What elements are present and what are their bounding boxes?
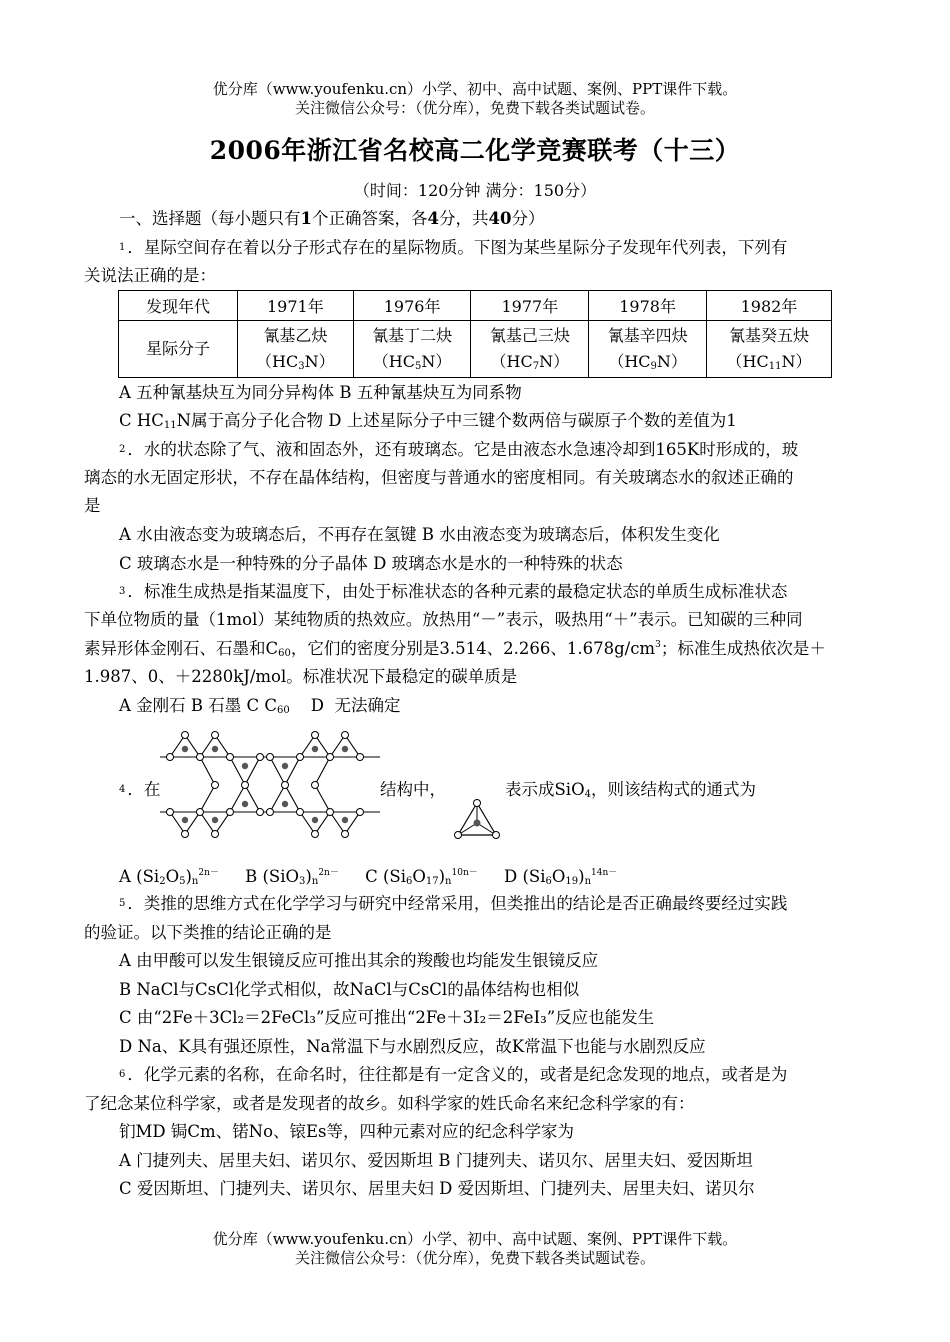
tetrahedron <box>270 785 300 812</box>
question-3-text-2: 下单位物质的量（1mol）某纯物质的热效应。放热用“－”表示，吸热用“＋”表示。已知碳的三种同 <box>84 610 803 629</box>
oxygen-atom <box>212 782 219 789</box>
table-cell-year: 1971年 <box>238 291 354 321</box>
question-2-text-3: 是 <box>84 496 101 515</box>
question-4-tail: 表示成SiO$_4$，则该结构式的通式为 <box>505 780 756 800</box>
silicon-atom <box>212 817 218 823</box>
table-cell-molecule: 氰基乙炔 $(HC_3N)$ <box>238 321 354 378</box>
silicate-chain-diagram <box>160 730 380 845</box>
question-5-option-b: B NaCl与CsCl化学式相似，故NaCl与CsCl的晶体结构也相似 <box>119 980 580 999</box>
oxygen-atom <box>342 831 349 838</box>
option-b: B $(SiO_3)_n^{2n-}$ <box>245 867 339 887</box>
page-header <box>0 80 950 118</box>
question-1-text-2: 关说法正确的是： <box>84 266 216 285</box>
oxygen-atom <box>312 831 319 838</box>
question-1-options-ab: A 五种氰基炔互为同分异构体 B 五种氰基炔互为同系物 <box>119 383 522 402</box>
oxygen-atom <box>312 782 319 789</box>
silicon-atom <box>182 817 188 823</box>
question-4-lead: $^4$ ．在 <box>119 780 161 799</box>
tetrahedron <box>270 757 300 785</box>
table-header-year: 发现年代 <box>119 291 238 321</box>
silicon-atom <box>242 763 248 769</box>
silicon-atom <box>282 801 288 807</box>
question-5-text-2: 的验证。以下类推的结论正确的是 <box>84 923 332 942</box>
tetrahedron <box>230 757 260 785</box>
question-3-text-4: 1.987、0、＋2280kJ/mol。标准状况下最稳定的碳单质是 <box>84 667 518 686</box>
oxygen-atom <box>212 831 219 838</box>
header-line-2: 关注微信公众号：（优分库），免费下载各类试题试卷。 <box>294 99 655 117</box>
table-cell-molecule: 氰基辛四炔 $(HC_9N)$ <box>589 321 707 378</box>
oxygen-atom <box>312 732 319 739</box>
silicon-atom <box>242 801 248 807</box>
oxygen-atom <box>182 831 189 838</box>
table-header-molecule: 星际分子 <box>119 321 238 378</box>
oxygen-atom <box>227 754 234 761</box>
oxygen-atom <box>197 809 204 816</box>
oxygen-atom <box>257 754 264 761</box>
table-cell-year: 1982年 <box>707 291 832 321</box>
question-5-text: $^5$ ．类推的思维方式在化学学习与研究中经常采用，但类推出的结论是否正确最终要经过实践 <box>119 894 788 913</box>
oxygen-atom <box>212 732 219 739</box>
option-d: D $(Si_6O_{19})_n^{14n-}$ <box>503 867 618 887</box>
silicon-atom <box>342 817 348 823</box>
option-c: C $(Si_6O_{17})_n^{10n-}$ <box>365 867 478 887</box>
oxygen-atom <box>267 809 274 816</box>
oxygen-atom <box>327 754 334 761</box>
page-footer <box>0 1230 950 1268</box>
question-1-options-cd: C $HC_{11}N$属于高分子化合物 D 上述星际分子中三键个数两倍与碳原子个数的差值为1 <box>119 411 737 431</box>
table-cell-year: 1976年 <box>353 291 471 321</box>
silicon-atom <box>182 746 188 752</box>
question-3-options: A 金刚石 B 石墨 C $C_{60}$ D 无法确定 <box>119 696 401 716</box>
question-2-text-2: 璃态的水无固定形状，不存在晶体结构，但密度与普通水的密度相同。有关玻璃态水的叙述正确的 <box>84 468 794 487</box>
oxygen-atom <box>227 809 234 816</box>
oxygen-atom <box>257 809 264 816</box>
question-6-text: $^6$ ．化学元素的名称，在命名时，往往都是有一定含义的，或者是纪念发现的地点，或者是为 <box>119 1065 788 1084</box>
oxygen-atom <box>167 754 174 761</box>
question-2-options-cd: C 玻璃态水是一种特殊的分子晶体 D 玻璃态水是水的一种特殊的状态 <box>119 554 623 573</box>
question-3-text: $^3$ ．标准生成热是指某温度下，由处于标准状态的各种元素的最稳定状态的单质生成标准状态 <box>119 582 788 601</box>
question-1-text: $^1$ ．星际空间存在着以分子形式存在的星际物质。下图为某些星际分子发现年代列表，下列有 <box>119 238 788 257</box>
sio4-tetrahedron-icon <box>454 797 500 841</box>
oxygen-atom <box>297 754 304 761</box>
silicon-atom <box>312 817 318 823</box>
oxygen-atom <box>197 754 204 761</box>
header-line-1: 优分库（www.youfenku.cn）小学、初中、高中试题、案例、PPT课件下载。 <box>212 80 738 98</box>
oxygen-atom <box>182 732 189 739</box>
table-cell-year: 1977年 <box>471 291 589 321</box>
question-4-mid: 结构中， <box>380 780 446 799</box>
question-5-option-a: A 由甲酸可以发生银镜反应可推出其余的羧酸也均能发生银镜反应 <box>119 951 599 970</box>
oxygen-atom <box>242 782 249 789</box>
oxygen-atom <box>167 809 174 816</box>
tetrahedron <box>230 785 260 812</box>
question-6-text-2: 了纪念某位科学家，或者是发现者的故乡。如科学家的姓氏命名来纪念科学家的有： <box>84 1094 695 1113</box>
question-5-option-c: C 由“2Fe＋3Cl₂＝2FeCl₃”反应可推出“2Fe＋3I₂＝2FeI₃”反应也能发生 <box>119 1008 655 1027</box>
section-heading: 一、选择题（每小题只有1个正确答案，各4分，共40分） <box>119 209 545 228</box>
page-title: 2006年浙江省名校高二化学竞赛联考（十三） <box>209 136 741 165</box>
question-2-options-ab: A 水由液态变为玻璃态后，不再存在氢键 B 水由液态变为玻璃态后，体积发生变化 <box>119 525 720 544</box>
footer-line-2: 关注微信公众号：（优分库），免费下载各类试题试卷。 <box>294 1249 655 1267</box>
silicon-atom <box>282 763 288 769</box>
question-6-text-3: 钔MD 锔Cm、锘No、锿Es等，四种元素对应的纪念科学家为 <box>119 1122 575 1141</box>
table-cell-molecule: 氰基丁二炔 $(HC_5N)$ <box>353 321 471 378</box>
time-info: （时间：120分钟 满分：150分） <box>353 181 597 200</box>
question-2-text: $^2$ ．水的状态除了气、液和固态外，还有玻璃态。它是由液态水急速冷却到165K时形成的，玻 <box>119 440 799 459</box>
silicon-atom <box>342 746 348 752</box>
footer-line-1: 优分库（www.youfenku.cn）小学、初中、高中试题、案例、PPT课件下载。 <box>212 1230 738 1248</box>
question-6-options-cd: C 爱因斯坦、门捷列夫、诺贝尔、居里夫妇 D 爱因斯坦、门捷列夫、居里夫妇、诺贝尔 <box>119 1179 755 1198</box>
option-a: A $(Si_2O_5)_n^{2n-}$ <box>119 867 219 887</box>
table-cell-molecule: 氰基己三炔 $(HC_7N)$ <box>471 321 589 378</box>
oxygen-atom <box>357 809 364 816</box>
oxygen-atom <box>297 809 304 816</box>
oxygen-atom <box>327 809 334 816</box>
question-3-text-3: 素异形体金刚石、石墨和$C_{60}$，它们的密度分别是3.514、2.266、$1.678g/cm^3$；标准生成热依次是＋ <box>84 639 826 659</box>
table-cell-year: 1978年 <box>589 291 707 321</box>
oxygen-atom <box>267 754 274 761</box>
question-6-options-ab: A 门捷列夫、居里夫妇、诺贝尔、爱因斯坦 B 门捷列夫、诺贝尔、居里夫妇、爱因斯坦 <box>119 1151 753 1170</box>
silicon-atom <box>312 746 318 752</box>
oxygen-atom <box>282 782 289 789</box>
table-cell-molecule: 氰基癸五炔 $(HC_{11}N)$ <box>707 321 832 378</box>
oxygen-atom <box>342 732 349 739</box>
silicon-atom <box>212 746 218 752</box>
oxygen-atom <box>357 754 364 761</box>
question-4-options <box>119 866 617 888</box>
question-5-option-d: D Na、K具有强还原性，Na常温下与水剧烈反应，故K常温下也能与水剧烈反应 <box>119 1037 706 1056</box>
interstellar-molecule-table <box>118 290 832 378</box>
